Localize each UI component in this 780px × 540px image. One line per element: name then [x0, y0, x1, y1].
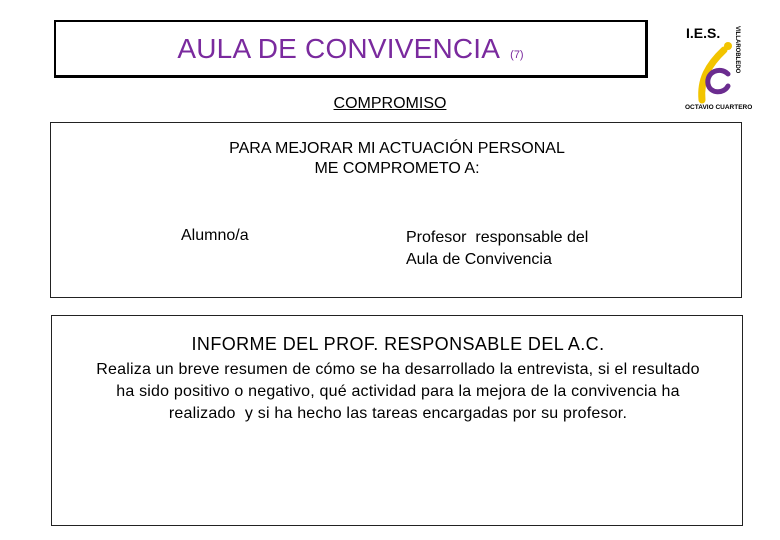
informe-heading: INFORME DEL PROF. RESPONSABLE DEL A.C. [191, 334, 605, 354]
alumno-label: Alumno/a [181, 227, 249, 244]
page-number: (7) [510, 48, 524, 61]
compromiso-intro [51, 139, 743, 179]
logo-yellow-dot [724, 42, 732, 50]
profesor-label [406, 227, 588, 271]
informe-line-1: Realiza un breve resumen de cómo se ha desarrollado la entrevista, si el resultado [96, 361, 700, 378]
page-title: AULA DE CONVIVENCIA [177, 32, 501, 64]
profesor-line-2: Aula de Convivencia [406, 251, 552, 268]
compromiso-heading: COMPROMISO [333, 95, 447, 112]
logo-vertical-text: VILLAROBLEDO [734, 26, 740, 74]
informe-line-3: realizado y si ha hecho las tareas encargadas por su profesor. [168, 405, 628, 422]
logo-purple-c [708, 70, 728, 91]
compromiso-box [50, 122, 742, 298]
informe-line-2: ha sido positivo o negativo, qué actividad para la mejora de la convivencia ha [116, 383, 680, 400]
informe-box [51, 315, 743, 526]
logo-bottom-text: OCTAVIO CUARTERO [685, 104, 753, 111]
compromiso-line-2: ME COMPROMETO A: [314, 160, 480, 177]
profesor-line-1: Profesor responsable del [406, 229, 589, 246]
title-box [54, 20, 648, 78]
compromiso-line-1: PARA MEJORAR MI ACTUACIÓN PERSONAL [229, 140, 565, 157]
informe-instructions [62, 359, 734, 425]
logo-ies-text: I.E.S. [686, 25, 721, 41]
